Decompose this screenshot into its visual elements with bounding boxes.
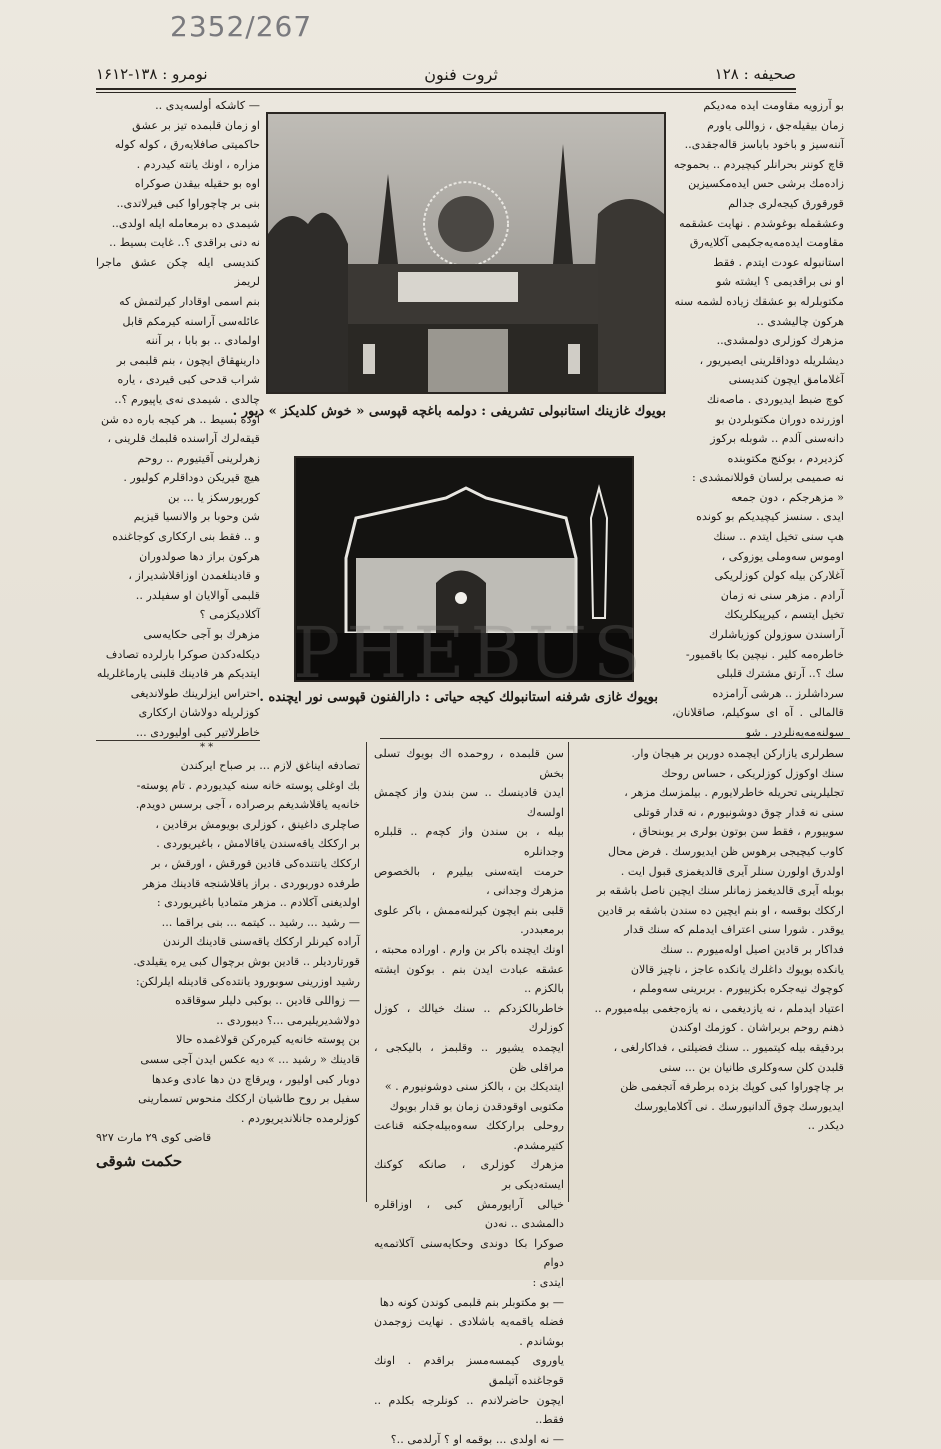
text-line: — زواللی قادین .. بوكبی دلیلر سوقاقده	[175, 994, 360, 1008]
text-line: دولاشدیریلیرمی ...؟ دیبوردی ..	[216, 1013, 360, 1027]
pencil-annotation: 2352/267	[170, 10, 313, 43]
text-line: بردقیقه بیله كیتمیور .. سنك فضیلتی ، فداكارلغی ،	[613, 1040, 844, 1054]
text-line: بر ارككك یاقه‌سندن یاقالامش ، باغیریوردی .	[156, 837, 360, 851]
text-line: رشید اوزرینی سوبورود یانتده‌كی قادینله ایلرلكن:	[135, 974, 360, 988]
text-line: قلبمی آوالایان او سفیلدر ..	[135, 588, 260, 602]
text-line: قیقه‌لرك آراسنده قلبمك قلرینی ،	[107, 432, 260, 446]
text-line: سك ؟.. آرتق مشترك قلبلی	[716, 667, 844, 681]
text-line: ارككك بوقسه ، او بنم ایچین ده سندن باشقه بر قادین	[597, 903, 844, 917]
text-line: یانكده بویوك داغلرك یانكده عاجز ، ناچیز قالان	[630, 962, 844, 976]
text-line: احتراس ایزلرینك طولاندیغی	[130, 686, 260, 700]
text-line: شیمدی ده برمعامله ایله اولدی..	[111, 216, 260, 230]
column-left-bottom	[96, 756, 360, 1176]
photo-1-caption: بویوك غازینك استانبولی تشریفی : دولمه باغچه قپوسی « خوش كلدیكز » دیور .	[232, 404, 666, 419]
text-line: قورتاردیلر .. قادین بوش برچوال كبی یره یقیلدی.	[133, 954, 360, 968]
text-line: زهرلرینی آقیتیورم .. روحم	[137, 451, 260, 465]
text-line: اولمادی .. بو بابا ، بر آننه	[145, 334, 260, 348]
text-line: ایچمده یشیور .. وقلبمز ، بالیكجی ، مراقلی ظن	[374, 1040, 564, 1074]
text-line: حرمت ایته‌سنی بیلیرم ، بالخصوص مزهرك وجدانی ،	[374, 864, 564, 898]
text-line: اعتیاد ایدملم ، نه یازدیغمی ، نه یازه‌جغمی بیله‌میورم ..	[594, 1001, 844, 1015]
text-line: و .. فقط بنی ارككاری كوجاغنده	[112, 530, 260, 544]
text-line: دیشلریله دوداقلرینی ایصیریور ،	[699, 353, 844, 367]
text-line: هركون چالیشدی ..	[756, 314, 844, 328]
text-line: مقاومت ایده‌مه‌یه‌جكیمی آكلایه‌رق	[689, 236, 844, 250]
text-line: یوقدر . شورا سنی اعتراف ایدملم كه سنك قدار	[624, 923, 844, 937]
text-line: كوزلریله دولاشان ارككاری	[138, 706, 260, 720]
page-header	[96, 62, 796, 86]
text-line: تخیل ایتسم ، كیرپیكلریكك	[724, 608, 844, 622]
text-line: قورقورق كیجه‌لری جدالم	[728, 196, 844, 210]
text-line: آكلادیكزمی ؟	[199, 608, 260, 622]
text-line: قاچ كوننر بحرانلر كیچیردم .. بحموجه	[673, 157, 844, 171]
text-line: بنم اسمی اوقادار كیرلتمش كه	[119, 294, 260, 308]
text-line: نه صمیمی برلسان قوللانمشدی :	[692, 471, 844, 485]
text-line: كوزلرمده جانلاندیریوردم .	[240, 1111, 360, 1125]
text-line: — كاشكه أولسه‌یدی ..	[155, 99, 260, 112]
watermark: PHEBUS	[293, 612, 647, 694]
text-line: شراب قدحی كبی قیردی ، یاره	[117, 373, 260, 387]
column-right-bottom	[574, 744, 844, 1184]
text-line: مكتوبلرله بو عشقك زیاده لشمه سنه	[674, 294, 844, 308]
text-line: كزدیردم ، بوكنج مكتوبنده	[727, 451, 844, 465]
text-line: و قادینلغمدن اوزاقلاشدیراز ،	[128, 569, 260, 583]
text-line: استانبوله عودت ایتدم . فقط	[713, 255, 844, 269]
text-line: — رشید ... رشید .. كیتمه ... بنی براقما ...	[161, 915, 360, 929]
text-line: قالمالی . آه ای سوكیلم، صاقلانان، سولنه‌مه‌یه‌نلردر . شو	[672, 706, 844, 739]
text-line: ارككك یانتنده‌كی قادین قورقش ، اورقش ، بر	[151, 856, 360, 870]
text-line: خاطرلاتیر كبی اولیوردی ...	[135, 726, 260, 739]
page-number: صحیفه : ۱۲۸	[714, 65, 796, 83]
text-line: اوه بو حقیله بیقدن صوكراه	[134, 177, 260, 191]
text-line: قلبدن كلن سه‌وكلری طانیان بن ... سنی	[659, 1060, 844, 1074]
header-rule	[96, 88, 796, 90]
text-line: آراده كیرنلر ارككك یاقه‌سنی قادینك الرندن	[162, 935, 360, 949]
text-line: آننه‌سیز و باخود بابا‌سز قاله‌جقدی..	[684, 138, 844, 152]
section-stars: * *	[200, 742, 214, 753]
article-date: قاضی كوی ۲۹ مارت ۹۲۷	[96, 1131, 212, 1145]
text-line: تصادفه ایناغق لازم ... بر صباح ایركندن	[180, 759, 360, 772]
text-line: دانه‌سنی آلدم .. شوبله بركوز	[710, 432, 844, 446]
text-line: بنی بر چاچوراوا كبی فیرلاتدی..	[116, 196, 260, 210]
text-line: روحلی برارككك سه‌وه‌بیله‌جكنه قناعت كتیرمشدم.	[374, 1119, 564, 1152]
text-line: كوچوك نیه‌جكره بكزییورم . بربرینی سه‌وملم ،	[632, 982, 844, 996]
text-line: حاكمیتی صافلایه‌رق ، كوله كوله	[114, 138, 260, 152]
text-line: ایدن قادینسك .. سن بندن واز كچمش اولسه‌ك	[374, 786, 564, 819]
text-line: آغلاركن بیله كولن كوزلریكی	[714, 569, 844, 583]
text-line: صوكرا بكا دوندی وحكایه‌سنی آكلاتمه‌یه دوام	[374, 1236, 564, 1270]
text-line: اوده بسیط .. هر كیجه باره ده شن	[101, 412, 260, 426]
text-line: « مزهرجكم ، دون جمعه	[731, 490, 844, 504]
text-line: اونك ایچنده باكر بن وارم . اوراده محبته ،	[374, 942, 564, 956]
divider-bottom	[380, 738, 850, 739]
text-line: سوییورم ، فقط سن بوتون بولری بر یوبنحاق ،	[631, 825, 844, 839]
text-line: او نی براقدیمی ؟ ایشته شو	[716, 275, 844, 289]
text-line: بو آرزویه مقاومت ایده مه‌دیكم	[703, 99, 844, 112]
text-line: شن وحوبا بر والانسیا قیزیم	[133, 510, 260, 524]
text-line: ایتدیكم هر قادینك قلبنی یارماغلریله	[96, 667, 260, 681]
text-line: سطرلری یازاركن ایچمده دورین بر هیجان وار.	[631, 747, 844, 760]
text-line: خاطره‌مه كلیر . نیچین بكا باقمیور-	[685, 647, 844, 661]
photo-dolmabahce-image	[268, 114, 664, 392]
text-line: فداكار بر قادین اصیل اوله‌میورم .. سنك	[660, 942, 844, 956]
text-line: كاوب كیچیجی برهوس ظن ایدیورسك . فرض محال	[608, 844, 844, 858]
photo-2-caption: بویوك غازی شرفنه استانبولك كیجه حیاتی : دارالفنون قپوسی نور ایچنده .	[259, 690, 658, 705]
text-line: — بو مكتوبلر بنم قلبمی كوندن كونه دها	[379, 1295, 564, 1309]
text-line: بیله ، بن سندن واز كچه‌م .. قلبلره وجدانلره	[374, 825, 564, 858]
text-line: ذهنم روحم بربراشان . كوزمك اوكندن	[669, 1021, 844, 1035]
text-line: اوزرنده دوران مكتوبلردن بو	[715, 412, 844, 426]
text-line: خیالی آرایورمش كبی ، اوزاقلره دالمشدی .. نه‌دن	[374, 1197, 564, 1231]
text-line: اولدیغنی آكلادم .. مزهر متمادیا باغیریوردی :	[156, 896, 360, 910]
text-line: سنی نه قدار چوق دوشونیورم ، نه قدار قوتلی	[633, 805, 844, 819]
text-line: مكتوبی اوقودقدن زمان بو قدار بویوك	[389, 1099, 564, 1113]
text-line: وعشقمله بوغوشدم . نهایت عشقمه	[679, 216, 844, 230]
text-line: ایتدیكك بن ، بالكز سنی دوشونیورم . »	[384, 1080, 564, 1094]
text-line: صاچلری داغینق ، كوزلری بویومش برقادین ،	[155, 817, 360, 831]
text-line: سرداشلرز .. هرشی آرامزده	[712, 686, 844, 700]
header-rule-thin	[96, 92, 796, 93]
text-line: آراسندن سوزولن كوزیاشلرك	[709, 628, 844, 642]
text-line: او زمان قلبمده تیز بر عشق	[132, 118, 260, 132]
divider-top-left	[96, 740, 260, 741]
text-line: فضله یاقمه‌یه باشلادی . نهایت زوجمدن بوشاندم .	[374, 1315, 564, 1348]
text-line: ایتدی :	[532, 1276, 564, 1290]
text-line: مزهرك بو آجی حكایه‌سی	[143, 628, 260, 642]
text-line: خاطربالكزدكم .. سنك خیالك ، كوزل كوزلرك	[374, 1001, 564, 1035]
text-line: خانه‌یه یاقلاشدیغم برصراده ، آجی برسس دویدم.	[135, 798, 360, 812]
text-line: دارینهقاق ایچون ، بنم قلبمی بر	[116, 353, 260, 367]
text-line: طرفده دوریوردی . براز یاقلاشنجه قادینك مزهر	[142, 876, 360, 890]
issue-number: نومرو : ۱۳۸-۱۶۱۲	[96, 65, 208, 83]
text-line: هپ سنی تخیل ایتدم .. سنك	[713, 530, 844, 544]
text-line: مزهرك كوزلری دولمشدی..	[716, 334, 844, 348]
text-line: كندیسی ایله چكن عشق ماجرا لریمز	[96, 255, 260, 289]
text-line: مزاره ، اونك یانته كیدردم .	[136, 157, 260, 171]
text-line: سنك اوكوزل كوزلریكی ، حساس روحك	[661, 766, 844, 780]
divider-middle-right	[568, 742, 569, 1202]
text-line: بك اوغلی پوسته خانه سنه كیدیوردم . تام پوسته-	[136, 778, 360, 792]
text-line: اوموس سه‌وملی یوزوكی ،	[721, 549, 844, 563]
text-line: آغلامامق ایچون كندیسنی	[728, 373, 844, 387]
text-line: سفیل بر روح طاشیان ارككك منحوس تسمارینی	[138, 1092, 360, 1106]
text-line: بوبله آیری قالدیغمز زمانلر سنك ایچین ناصل باشقه بر	[596, 884, 844, 898]
text-line: كوریورسكز یا ... بن	[167, 490, 260, 504]
text-line: یاوروی كیمسه‌مسز براقدم . اونك قوجاغنده آتیلمق	[374, 1354, 564, 1387]
photo-dolmabahce-gate	[266, 112, 666, 394]
text-line: عشقه عبادت ایدن بنم . بوكون ایشته بالكزم ..	[374, 962, 564, 996]
column-middle-bottom	[374, 744, 564, 1446]
text-line: عائله‌سی آراسنه كیرمكم قابل	[122, 314, 260, 328]
text-line: بن پوسته خانه‌یه كیره‌ركن قولاغمده حالا	[176, 1033, 360, 1047]
text-line: دیكدر ..	[807, 1119, 844, 1133]
text-line: ایچون حاضرلاندم .. كونلرجه بكلدم .. فقط..	[374, 1393, 564, 1427]
text-line: زاده‌مك برشی حس ایده‌مكسیزین	[688, 177, 844, 191]
text-line: آرادم . مزهر سنی نه زمان	[720, 588, 844, 602]
text-line: سن قلبمده ، روحمده اك بویوك تسلی بخش	[374, 747, 564, 780]
text-line: چالدی . شیمدی نه‌ی یاپیورم ؟..	[114, 392, 260, 406]
text-line: هیچ قیریكن دوداقلرم كولیور .	[123, 471, 260, 485]
text-line: نه دنی براقدی ؟.. غایت بسیط ..	[109, 236, 260, 250]
text-line: تجلیلرینی تحریله خاطرلایورم . بیلمزسك مزهر ،	[624, 786, 844, 800]
journal-title: ثروت فنون	[424, 64, 498, 84]
text-line: مزهرك كوزلری ، صانكه كوكنك ایسته‌دیكی بر	[374, 1158, 564, 1192]
divider-left-middle	[366, 742, 367, 1202]
text-line: قادینك « رشید ... » دیه عكس ایدن آجی سسی	[140, 1052, 360, 1066]
text-line: دوبار كبی اولیور ، ویرقاچ دن دها عادی وعدها	[151, 1072, 360, 1086]
author-signature: حكمت شوقی	[96, 1151, 183, 1170]
text-line: زمان بیقیله‌جق ، زواللی یاورم	[707, 118, 844, 132]
text-line: ایدیورسك چوق آلدانیورسك . نی آكلامایورسك	[634, 1099, 844, 1113]
text-line: ایدی . سنسز كیچیدیكم بو كونده	[696, 510, 844, 524]
text-line: قلبی بنم ایچون كیرلنه‌ممش ، باكر علوی برمعبددر.	[374, 903, 564, 937]
text-line: — نه اولدی ... بوقمه او ؟ آرلدمی ..؟	[390, 1432, 564, 1446]
text-line: كوچ ضبط ایدیوردی . ماصه‌نك	[706, 392, 844, 406]
text-line: هركون براز دها صولدوران	[139, 549, 260, 563]
text-line: اولدرق اولورن سنلر آیری قالدیغمزی قبول ایت .	[620, 864, 844, 878]
text-line: بر چاچوراوا كبی كوپك بزده برطرفه آتجغمی ظن	[620, 1080, 844, 1094]
text-line: دیكله‌دكدن صوكرا بارلرده تصادف	[105, 647, 260, 661]
